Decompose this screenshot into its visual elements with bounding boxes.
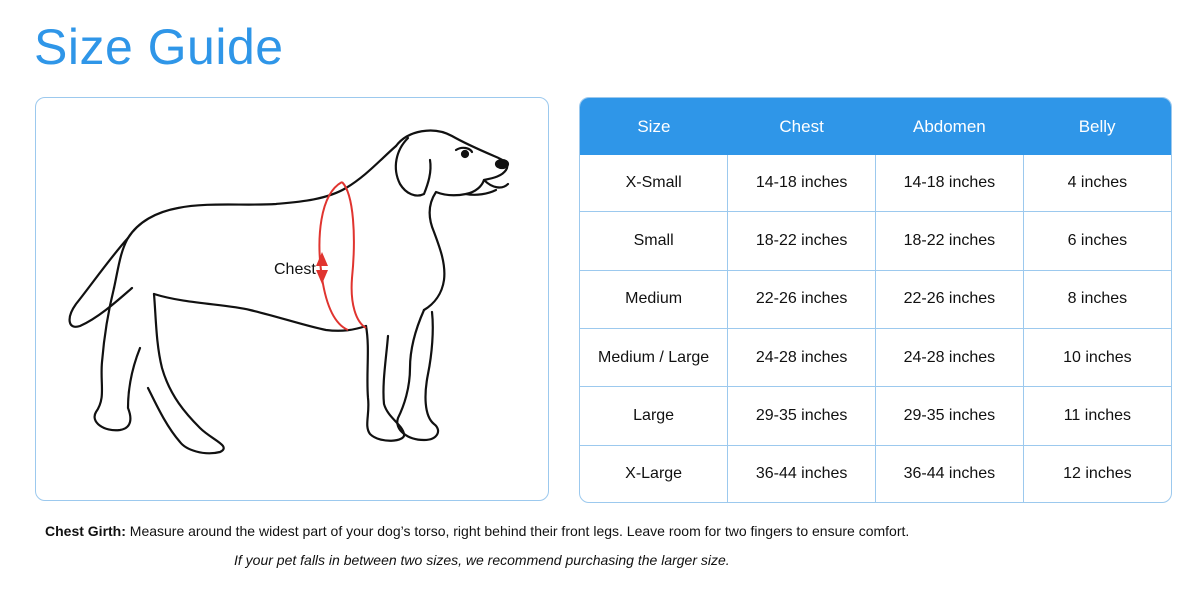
dog-illustration-panel xyxy=(35,97,549,501)
table-row xyxy=(580,328,1171,386)
page-title: Size Guide xyxy=(34,19,284,75)
header-belly: Belly xyxy=(1078,116,1116,136)
cell-size: X-Small xyxy=(580,155,728,212)
sizing-advice: If your pet falls in between two sizes, we recommend purchasing the larger size. xyxy=(234,552,730,568)
header-abdomen: Abdomen xyxy=(912,116,986,136)
cell-abdomen: 22-26 inches xyxy=(876,270,1024,328)
cell-belly: 4 inches xyxy=(1023,155,1171,212)
table-row xyxy=(580,270,1171,328)
table-row xyxy=(580,155,1171,212)
table-row xyxy=(580,387,1171,445)
header-size: Size xyxy=(637,116,671,136)
note-label: Chest Girth: xyxy=(45,523,126,539)
cell-abdomen: 24-28 inches xyxy=(876,328,1024,386)
cell-chest: 24-28 inches xyxy=(728,328,876,386)
cell-size: Medium / Large xyxy=(580,328,728,386)
cell-abdomen: 36-44 inches xyxy=(876,445,1024,502)
size-table-container xyxy=(579,97,1172,503)
table-header-row xyxy=(580,98,1171,155)
cell-abdomen: 14-18 inches xyxy=(876,155,1024,212)
table-row xyxy=(580,212,1171,270)
cell-chest: 14-18 inches xyxy=(728,155,876,212)
cell-size: Large xyxy=(580,387,728,445)
cell-belly: 10 inches xyxy=(1023,328,1171,386)
cell-chest: 18-22 inches xyxy=(728,212,876,270)
note-text: Measure around the widest part of your dog’s torso, right behind their front legs. Leave room for two fingers to ensure comfort. xyxy=(125,523,910,539)
cell-abdomen: 18-22 inches xyxy=(876,212,1024,270)
cell-belly: 11 inches xyxy=(1023,387,1171,445)
cell-abdomen: 29-35 inches xyxy=(876,387,1024,445)
header-chest: Chest xyxy=(779,116,824,136)
dog-outline-icon xyxy=(36,98,549,501)
cell-size: X-Large xyxy=(580,445,728,502)
cell-chest: 29-35 inches xyxy=(728,387,876,445)
size-table xyxy=(580,98,1171,502)
chest-girth-note xyxy=(45,523,909,539)
cell-belly: 6 inches xyxy=(1023,212,1171,270)
cell-size: Medium xyxy=(580,270,728,328)
chest-label: Chest xyxy=(274,261,316,278)
table-row xyxy=(580,445,1171,502)
cell-chest: 36-44 inches xyxy=(728,445,876,502)
cell-belly: 12 inches xyxy=(1063,464,1132,482)
cell-belly: 8 inches xyxy=(1023,270,1171,328)
cell-size: Small xyxy=(580,212,728,270)
cell-chest: 22-26 inches xyxy=(728,270,876,328)
